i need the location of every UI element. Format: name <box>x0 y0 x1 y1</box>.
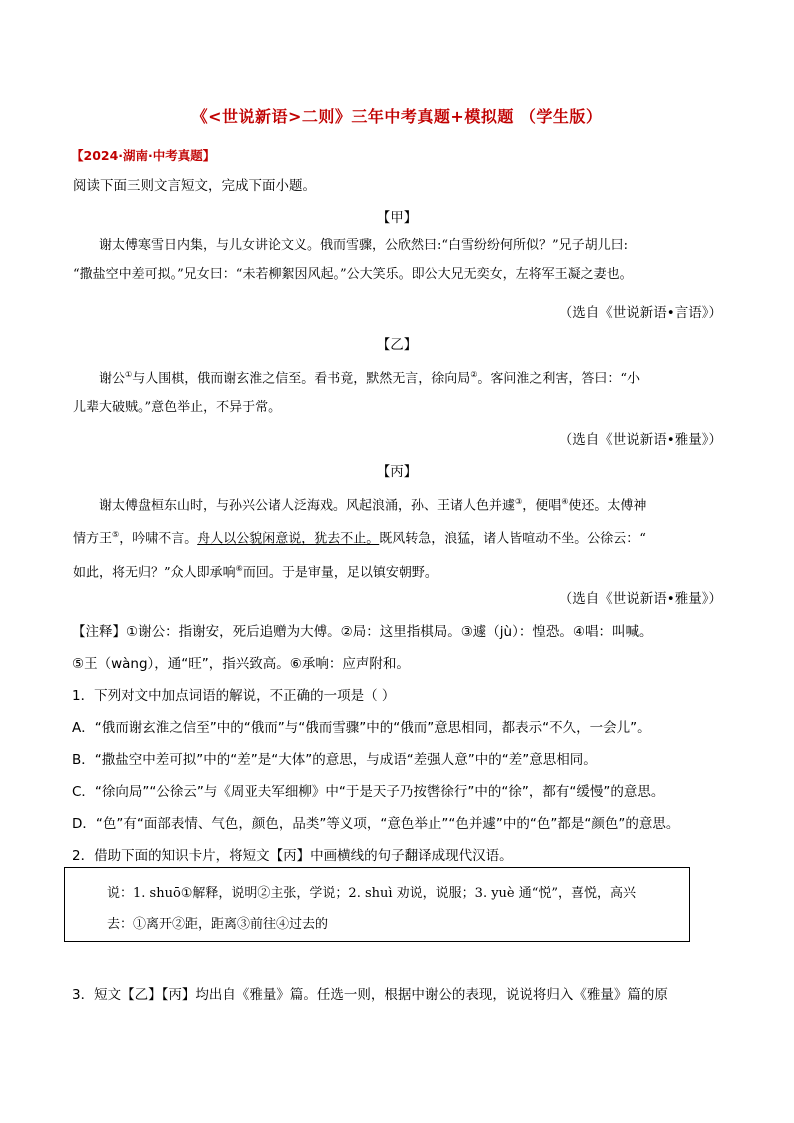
question-3-stem: 3．短文【乙】【丙】均出自《雅量》篇。任选一则，根据中谢公的表现，说说将归入《雅量》篇的原 <box>72 987 668 1003</box>
reading-instruction: 阅读下面三则文言短文，完成下面小题。 <box>73 178 316 194</box>
knowledge-card <box>64 867 690 942</box>
text-run: 使还。太傅神 <box>568 498 647 514</box>
question-1-option-b: B．“撒盐空中差可拟”中的“差”是“大体”的意思，与成语“差强人意”中的“差”意思相同。 <box>72 752 597 768</box>
passage-yi <box>73 360 721 422</box>
text-run: 情方王 <box>73 531 113 547</box>
text-run: 谢公 <box>99 371 126 387</box>
text-run: 。客问淮之利害，答曰：“小 <box>477 371 641 387</box>
passage-jia-source: （选自《世说新语•言语》） <box>558 305 722 321</box>
question-1-stem: 1．下列对文中加点词语的解说，不正确的一项是（ ） <box>72 688 396 704</box>
passage-yi-source: （选自《世说新语•雅量》） <box>558 432 722 448</box>
footnote-marker: ④ <box>561 497 569 506</box>
passage-jia-heading: 【甲】 <box>376 210 418 226</box>
knowledge-card-line: 去：①离开②距，距离③前往④过去的 <box>107 917 329 932</box>
text-run: ，便唱 <box>522 498 562 514</box>
text-run: 如此，将无归？”众人即承响 <box>73 564 236 580</box>
question-1-option-c: C．“徐向局”“公徐云”与《周亚夫军细柳》中“于是天子乃按辔徐行”中的“徐”，都有“缓慢”的意思。 <box>72 784 665 800</box>
passage-yi-line <box>73 360 721 393</box>
passage-bing <box>73 487 721 587</box>
passage-bing-line <box>73 520 721 553</box>
passage-bing-heading: 【丙】 <box>376 464 418 480</box>
passage-jia-line: “撒盐空中差可拟。”兄女曰：“未若柳絮因风起。”公大笑乐。即公大兄无奕女，左将军王凝之妻也。 <box>73 267 633 282</box>
underlined-sentence: 舟人以公貌闲意说，犹去不止。 <box>197 531 380 547</box>
text-run: 与人围棋，俄而谢玄淮之信至。看书竟，默然无言，徐向局 <box>132 371 471 387</box>
passage-bing-line <box>73 554 721 587</box>
footnote-marker: ⑤ <box>112 530 120 540</box>
footnote-marker: ⑥ <box>235 563 243 573</box>
passage-bing-line <box>73 487 721 520</box>
passage-jia-line: 谢太傅寒雪日内集，与儿女讲论文义。俄而雪骤，公欣然曰:“白雪纷纷何所似？”兄子胡儿曰: <box>99 238 629 253</box>
text-run: ，吟啸不言。 <box>119 531 198 547</box>
passage-bing-source: （选自《世说新语•雅量》） <box>558 591 722 607</box>
question-1-option-a: A．“俄而谢玄淮之信至”中的“俄而”与“俄而雪骤”中的“俄而”意思相同，都表示“不久，一会儿”。 <box>72 720 651 736</box>
text-run: 既风转急，浪猛，诸人皆喧动不坐。公徐云：“ <box>379 531 646 547</box>
footnote-marker: ③ <box>515 497 523 506</box>
text-run: 而回。于是审量，足以镇安朝野。 <box>242 564 438 580</box>
passage-jia <box>73 231 721 289</box>
question-2-stem: 2．借助下面的知识卡片，将短文【丙】中画横线的句子翻译成现代汉语。 <box>72 848 513 864</box>
knowledge-card-line: 说：1. shuō①解释，说明②主张，学说；2. shuì 劝说，说服；3. yuè 通“悦”，喜悦，高兴 <box>107 886 637 901</box>
exam-source-tag: 【2024·湖南·中考真题】 <box>71 148 216 163</box>
footnote-marker: ① <box>125 370 133 379</box>
passage-yi-heading: 【乙】 <box>376 337 418 353</box>
notes-line: 【注释】①谢公：指谢安，死后追赠为大傅。②局：这里指棋局。③遽（jù）：惶恐。④唱：叫喊。 <box>72 624 653 640</box>
passage-yi-line: 儿辈大破贼。”意色举止，不异于常。 <box>73 400 282 416</box>
footnote-marker: ② <box>470 370 478 379</box>
text-run: 谢太傅盘桓东山时，与孙兴公诸人泛海戏。风起浪涌，孙、王诸人色并遽 <box>99 498 516 514</box>
document-title: 《<世说新语>二则》三年中考真题+模拟题 （学生版） <box>191 107 603 126</box>
notes-line: ⑤王（wàng），通“旺”，指兴致高。⑥承响：应声附和。 <box>72 656 410 672</box>
question-1-option-d: D．“色”有“面部表情、气色，颜色，品类”等义项，“意色举止”“色并遽”中的“色”都是“颜色”的意思。 <box>72 816 680 832</box>
